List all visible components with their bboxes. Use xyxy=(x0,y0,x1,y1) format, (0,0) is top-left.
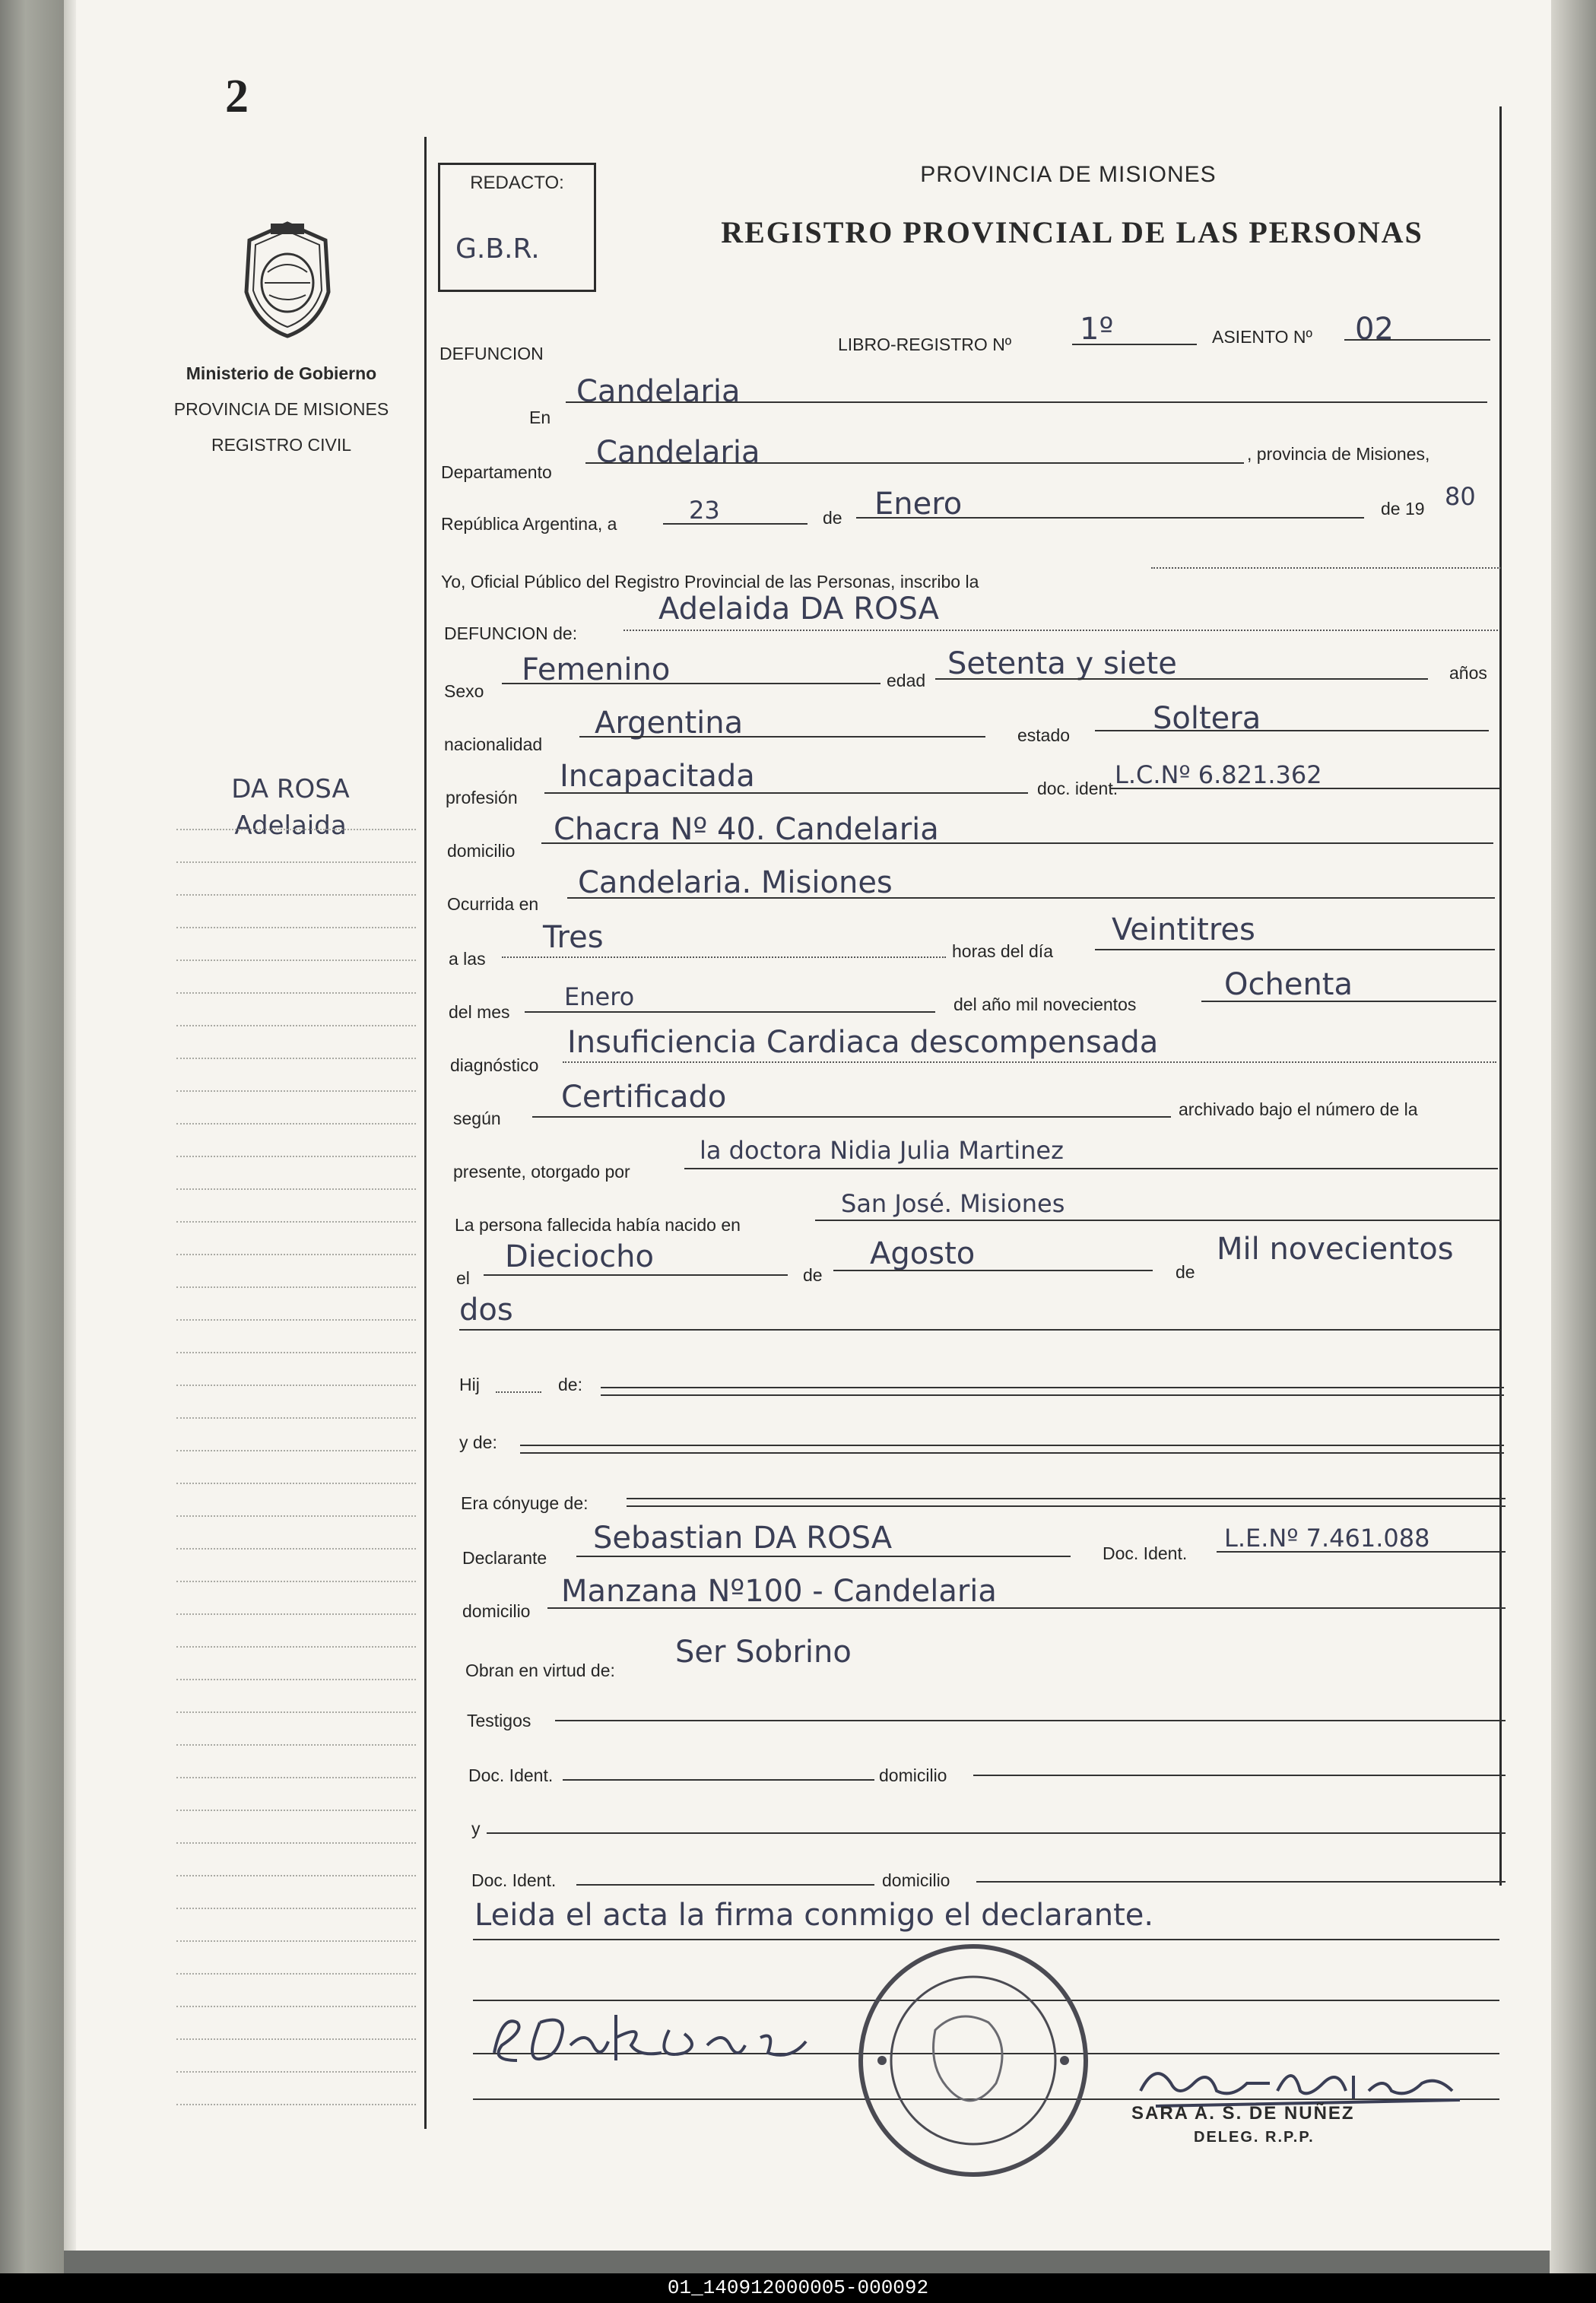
y-de-underline-2 xyxy=(520,1452,1504,1454)
en-value: Candelaria xyxy=(576,374,741,409)
nacido-label: La persona fallecida había nacido en xyxy=(455,1215,741,1235)
ministry-name: Ministerio de Gobierno xyxy=(186,363,377,383)
nacido-underline xyxy=(815,1220,1499,1221)
nacionalidad-value: Argentina xyxy=(595,706,744,741)
libro-value: 1º xyxy=(1080,312,1114,347)
page-number: 2 xyxy=(225,71,249,122)
anos-label: años xyxy=(1449,663,1487,683)
y-de-underline xyxy=(520,1445,1504,1446)
nac-dia-value: Dieciocho xyxy=(505,1239,654,1274)
del-mes-label: del mes xyxy=(449,1002,510,1022)
conyuge-underline xyxy=(627,1498,1506,1499)
footer-filename: 01_140912000005-000092 xyxy=(667,2276,929,2299)
margin-ruled-line xyxy=(176,1450,416,1451)
margin-ruled-line xyxy=(176,1090,416,1092)
fecha-de-label: de xyxy=(823,508,842,528)
estado-value: Soltera xyxy=(1153,701,1261,736)
margin-given-name: Adelaida xyxy=(234,810,347,841)
margin-ruled-line xyxy=(176,1646,416,1648)
domicilio-underline xyxy=(541,842,1493,844)
doc-ident-underline xyxy=(1110,788,1499,789)
ocurrida-underline xyxy=(567,897,1495,899)
margin-ruled-line xyxy=(176,1188,416,1190)
margin-ruled-line xyxy=(176,927,416,928)
diagnostico-value: Insuficiencia Cardiaca descompensada xyxy=(567,1025,1159,1060)
domicilio-label: domicilio xyxy=(447,841,516,861)
doc-ident-value: L.C.Nº 6.821.362 xyxy=(1115,760,1322,789)
mes-texto-underline xyxy=(525,1011,935,1013)
nacionalidad-underline xyxy=(579,736,985,738)
margin-ruled-line xyxy=(176,1417,416,1419)
margin-ruled-line xyxy=(176,1548,416,1550)
margin-ruled-line xyxy=(176,1123,416,1125)
y-de-label: y de: xyxy=(459,1432,497,1452)
libro-label: LIBRO-REGISTRO Nº xyxy=(838,335,1012,354)
ocurrida-value: Candelaria. Misiones xyxy=(578,865,893,900)
hijo-dots xyxy=(496,1391,541,1393)
edad-value: Setenta y siete xyxy=(947,646,1177,681)
segun-value: Certificado xyxy=(561,1080,727,1115)
officer-title: DELEG. R.P.P. xyxy=(1194,2129,1315,2146)
fallecido-nombre: Adelaida DA ROSA xyxy=(658,592,939,627)
margin-ruled-line xyxy=(176,992,416,994)
obran-value: Ser Sobrino xyxy=(675,1635,852,1670)
departamento-value: Candelaria xyxy=(596,435,760,470)
ano-texto-underline xyxy=(1201,1001,1496,1002)
testigo2-domicilio-label: domicilio xyxy=(882,1870,950,1890)
declarante-doc-underline xyxy=(1217,1551,1506,1553)
de-19-label: de 19 xyxy=(1381,499,1425,519)
hora-value: Tres xyxy=(543,920,604,955)
margin-ruled-line xyxy=(176,1025,416,1026)
en-underline xyxy=(566,401,1487,403)
header-title: REGISTRO PROVINCIAL DE LAS PERSONAS xyxy=(721,215,1423,249)
declarante-doc-value: L.E.Nº 7.461.088 xyxy=(1224,1524,1430,1553)
margin-ruled-line xyxy=(176,2006,416,2007)
sexo-label: Sexo xyxy=(444,681,484,701)
margin-ruled-line xyxy=(176,1711,416,1713)
en-label: En xyxy=(529,408,551,427)
declarante-label: Declarante xyxy=(462,1548,547,1568)
header-province: PROVINCIA DE MISIONES xyxy=(920,162,1217,187)
testigo1-domicilio-underline xyxy=(973,1775,1506,1776)
testigo2-doc-label: Doc. Ident. xyxy=(471,1870,557,1890)
estado-label: estado xyxy=(1017,725,1071,745)
conyuge-label: Era cónyuge de: xyxy=(461,1493,589,1513)
testigo1-domicilio-label: domicilio xyxy=(879,1765,947,1785)
dia-texto-value: Veintitres xyxy=(1112,912,1255,947)
hora-underline xyxy=(502,956,946,958)
margin-ruled-line xyxy=(176,1286,416,1288)
frame-left-rule xyxy=(424,137,427,2129)
margin-surname: DA ROSA xyxy=(231,774,350,804)
otorgado-underline xyxy=(684,1168,1498,1169)
hijo-underline-2 xyxy=(601,1394,1504,1396)
frame-right-rule xyxy=(1499,106,1502,1886)
declarante-domicilio-label: domicilio xyxy=(462,1601,531,1621)
ministry-registry: REGISTRO CIVIL xyxy=(211,435,352,455)
margin-ruled-line xyxy=(176,1810,416,1811)
archivado-label: archivado bajo el número de la xyxy=(1179,1099,1418,1119)
margin-ruled-line xyxy=(176,2071,416,2073)
segun-underline xyxy=(532,1116,1171,1118)
testigo2-y-label: y xyxy=(471,1819,481,1838)
el-label: el xyxy=(456,1268,470,1288)
margin-ruled-line xyxy=(176,1940,416,1942)
officer-name: SARA A. S. DE NUÑEZ xyxy=(1131,2103,1355,2124)
redacto-box xyxy=(438,163,596,292)
fecha-ano: 80 xyxy=(1445,482,1476,511)
asiento-underline xyxy=(1344,339,1490,341)
fallecido-underline xyxy=(623,630,1498,631)
ocurrida-label: Ocurrida en xyxy=(447,894,539,914)
nac-ano-value-1: Mil novecientos xyxy=(1217,1232,1454,1267)
nac-mes-underline xyxy=(833,1270,1153,1271)
margin-ruled-line xyxy=(176,1581,416,1582)
del-ano-label: del año mil novecientos xyxy=(953,994,1137,1014)
asiento-value: 02 xyxy=(1355,312,1394,347)
redacto-label: REDACTO: xyxy=(470,173,564,193)
testigo2-underline xyxy=(487,1832,1506,1834)
profesion-label: profesión xyxy=(446,788,518,807)
declarante-underline xyxy=(576,1556,1071,1557)
mes-texto-value: Enero xyxy=(564,982,635,1011)
hijo-label: Hij xyxy=(459,1375,480,1394)
declarante-doc-label: Doc. Ident. xyxy=(1103,1543,1188,1563)
fecha-dia-underline xyxy=(663,523,808,525)
nac-dia-underline xyxy=(484,1274,788,1276)
nacionalidad-label: nacionalidad xyxy=(444,734,543,754)
margin-ruled-line xyxy=(176,829,416,830)
edad-underline xyxy=(935,678,1428,680)
fecha-dia: 23 xyxy=(689,496,720,525)
diagnostico-label: diagnóstico xyxy=(450,1055,539,1075)
margin-ruled-line xyxy=(176,1875,416,1876)
margin-ruled-line xyxy=(176,1777,416,1778)
segun-label: según xyxy=(453,1109,501,1128)
margin-ruled-line xyxy=(176,1515,416,1517)
testigos-label: Testigos xyxy=(467,1711,531,1730)
nacido-value: San José. Misiones xyxy=(841,1189,1065,1218)
conyuge-underline-2 xyxy=(627,1505,1506,1507)
margin-ruled-line xyxy=(176,894,416,896)
margin-ruled-line xyxy=(176,2038,416,2040)
margin-ruled-line xyxy=(176,1254,416,1255)
testigo1-doc-label: Doc. Ident. xyxy=(468,1765,554,1785)
nac-ano-underline xyxy=(459,1329,1499,1331)
testigos-underline xyxy=(555,1720,1506,1721)
defuncion-de-label: DEFUNCION de: xyxy=(444,623,578,643)
profesion-underline xyxy=(544,792,1028,794)
asiento-label: ASIENTO Nº xyxy=(1212,327,1312,347)
margin-ruled-line xyxy=(176,1156,416,1157)
page-edge xyxy=(1550,0,1596,2273)
presente-label: presente, otorgado por xyxy=(453,1162,630,1182)
profesion-value: Incapacitada xyxy=(560,759,755,794)
ano-texto-value: Ochenta xyxy=(1224,967,1353,1002)
doc-ident-label: doc. ident. xyxy=(1037,779,1118,798)
declarant-signature xyxy=(487,2000,852,2068)
margin-ruled-line xyxy=(176,1973,416,1975)
margin-ruled-line xyxy=(176,2104,416,2105)
obran-label: Obran en virtud de: xyxy=(465,1661,615,1680)
estado-underline xyxy=(1095,730,1489,731)
margin-ruled-line xyxy=(176,861,416,863)
margin-ruled-line xyxy=(176,1319,416,1321)
margin-ruled-line xyxy=(176,1842,416,1844)
horas-dia-label: horas del día xyxy=(952,941,1053,961)
inscribo-label: Yo, Oficial Público del Registro Provincial de las Personas, inscribo la xyxy=(441,572,979,592)
fecha-mes: Enero xyxy=(874,487,963,522)
testigo2-doc-underline xyxy=(576,1884,874,1886)
departamento-underline xyxy=(585,462,1244,464)
margin-ruled-line xyxy=(176,1908,416,1909)
margin-ruled-line xyxy=(176,1679,416,1680)
book-binding xyxy=(0,0,64,2273)
hijo-underline xyxy=(601,1387,1504,1388)
redacto-initials: G.B.R. xyxy=(455,233,540,265)
nac-de2-label: de xyxy=(1176,1262,1195,1282)
margin-ruled-line xyxy=(176,1613,416,1615)
republica-label: República Argentina, a xyxy=(441,514,617,534)
inscribo-line xyxy=(1151,567,1501,569)
testigo2-domicilio-underline xyxy=(976,1881,1506,1883)
margin-ruled-line xyxy=(176,1221,416,1223)
nac-de-label: de xyxy=(803,1265,823,1285)
official-stamp xyxy=(852,1939,1095,2182)
edad-label: edad xyxy=(887,671,926,690)
diagnostico-underline xyxy=(563,1061,1496,1063)
coat-of-arms-seal xyxy=(234,219,341,341)
testigo1-doc-underline xyxy=(563,1779,874,1781)
hijo-de-label: de: xyxy=(558,1375,582,1394)
margin-ruled-line xyxy=(176,1744,416,1746)
sexo-underline xyxy=(502,683,880,684)
departamento-label: Departamento xyxy=(441,462,552,482)
domicilio-value: Chacra Nº 40. Candelaria xyxy=(554,812,939,847)
otorgado-value: la doctora Nidia Julia Martinez xyxy=(700,1136,1064,1165)
margin-ruled-line xyxy=(176,1352,416,1353)
margin-ruled-line xyxy=(176,1385,416,1386)
closing-statement: Leida el acta la firma conmigo el declarante. xyxy=(474,1898,1154,1933)
declarante-domicilio-value: Manzana Nº100 - Candelaria xyxy=(561,1574,997,1609)
defuncion-label: DEFUNCION xyxy=(439,344,544,363)
declarante-domicilio-underline xyxy=(547,1607,1506,1609)
margin-ruled-line xyxy=(176,960,416,961)
margin-ruled-line xyxy=(176,1058,416,1059)
margin-ruled-line xyxy=(176,1483,416,1484)
nac-ano-value-2: dos xyxy=(459,1293,513,1328)
declarante-value: Sebastian DA ROSA xyxy=(593,1521,893,1556)
libro-underline xyxy=(1072,344,1197,345)
sexo-value: Femenino xyxy=(522,652,671,687)
ministry-province: PROVINCIA DE MISIONES xyxy=(173,399,389,419)
a-las-label: a las xyxy=(449,949,486,969)
nac-mes-value: Agosto xyxy=(870,1236,976,1271)
fecha-mes-underline xyxy=(856,517,1364,519)
provincia-label: , provincia de Misiones, xyxy=(1247,444,1430,464)
dia-texto-underline xyxy=(1095,949,1495,950)
ministry-header xyxy=(152,356,411,463)
